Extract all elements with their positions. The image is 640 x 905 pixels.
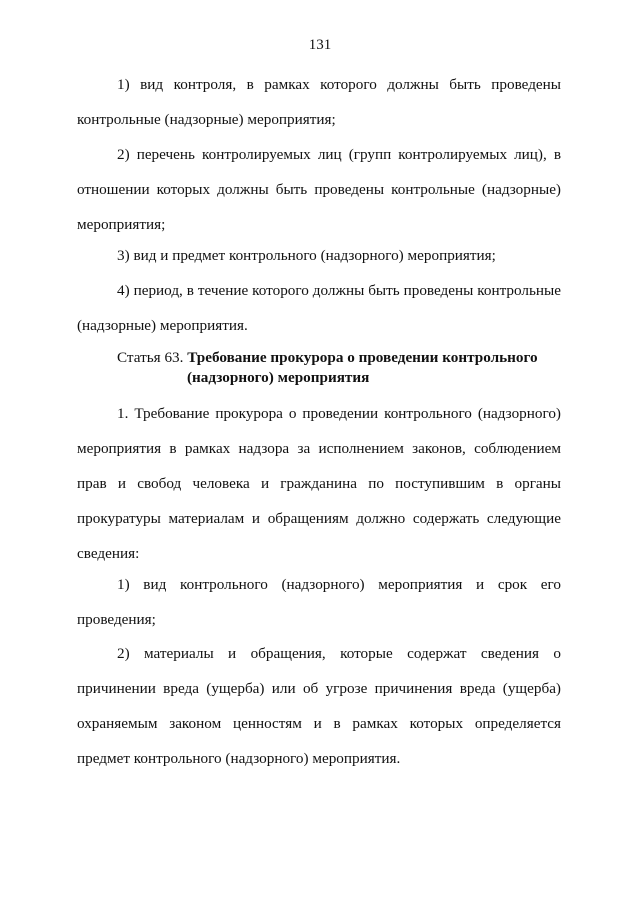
- article-heading: [117, 348, 567, 388]
- list-item: 2) материалы и обращения, которые содержат сведения о причинении вреда (ущерба) или об угрозе причинения вреда (ущерба) охраняемым законом ценностям и в рамках которых определяется предмет контрольного (надзорного) мероприятия.: [77, 645, 561, 767]
- article-title: Требование прокурора о проведении контрольного: [187, 349, 538, 366]
- article-paragraph: 1. Требование прокурора о проведении контрольного (надзорного) мероприятия в рамках надзора за исполнением законов, соблюдением прав и свобод человека и гражданина по поступившим в органы прокуратуры материалам и обращениям должно содержать следующие сведения:: [77, 405, 561, 562]
- list-item: 1) вид контрольного (надзорного) мероприятия и срок его проведения;: [77, 576, 561, 628]
- page-number: 131: [308, 37, 332, 53]
- article-number: Статья 63.: [117, 349, 184, 366]
- article-title-continuation: (надзорного) мероприятия: [187, 369, 370, 386]
- list-item: 3) вид и предмет контрольного (надзорного) мероприятия;: [117, 247, 496, 264]
- list-item: 2) перечень контролируемых лиц (групп контролируемых лиц), в отношении которых должны быть проведены контрольные (надзорные) мероприятия;: [77, 146, 561, 233]
- list-item: 4) период, в течение которого должны быть проведены контрольные (надзорные) мероприятия.: [77, 282, 561, 334]
- list-item: 1) вид контроля, в рамках которого должны быть проведены контрольные (надзорные) мероприятия;: [77, 76, 561, 128]
